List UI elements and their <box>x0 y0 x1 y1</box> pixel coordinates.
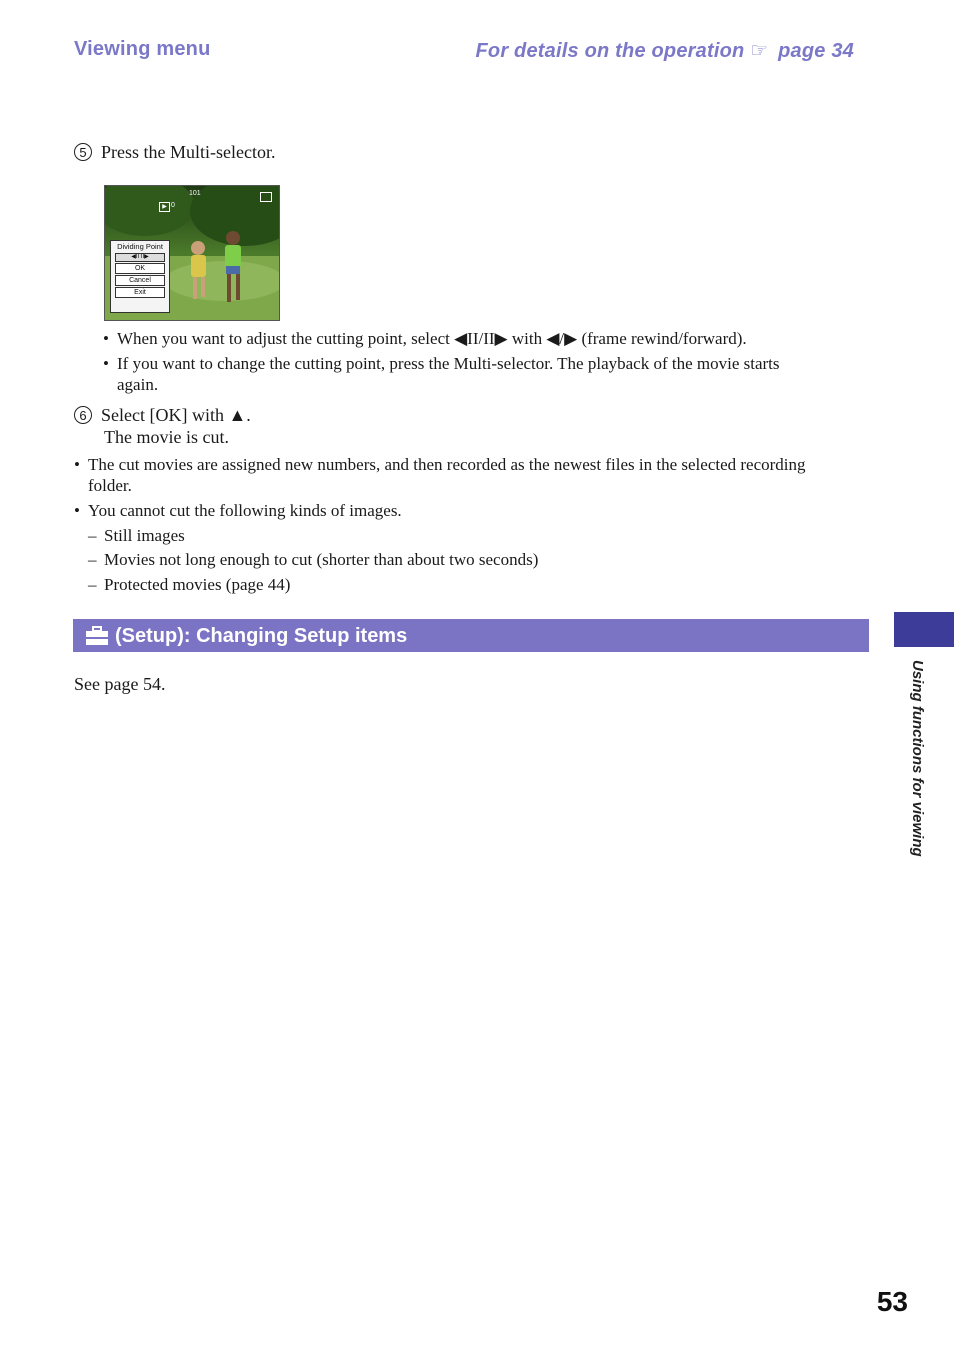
details-text: For details on the operation <box>475 40 745 62</box>
step-6-text: Select [OK] with ▲. <box>101 405 251 425</box>
step-number-circle: 6 <box>74 406 92 424</box>
note-new-numbers-continued: folder. <box>88 476 132 495</box>
ok-button[interactable]: OK <box>115 263 165 274</box>
chapter-tab-label: Using functions for viewing <box>909 660 926 857</box>
note-change-cut-point: • If you want to change the cutting point, press the Multi-selector. The playback of the movie starts <box>103 354 780 373</box>
frame-selector[interactable]: ◀II II▶ <box>115 253 165 262</box>
folder-number: 101 <box>189 190 201 197</box>
exit-button[interactable]: Exit <box>115 287 165 298</box>
note-adjust-cut-point: • When you want to adjust the cutting point, select ◀II/II▶ with ◀/▶ (frame rewind/forward). <box>103 329 747 348</box>
cannot-cut-item: – Still images <box>88 526 185 545</box>
running-header-reference <box>475 38 854 63</box>
menu-title: Dividing Point <box>117 242 163 251</box>
cannot-cut-item: – Protected movies (page 44) <box>88 575 291 594</box>
note-change-cut-point-continued: again. <box>117 375 159 394</box>
camera-screen-image <box>104 185 280 321</box>
cancel-button[interactable]: Cancel <box>115 275 165 286</box>
section-heading-title: (Setup): Changing Setup items <box>115 625 408 647</box>
step-6 <box>74 404 251 426</box>
play-icon: ▶ <box>159 202 170 212</box>
bullet-dot: • <box>74 501 80 520</box>
toolbox-icon <box>85 626 109 646</box>
dividing-point-menu <box>110 240 170 313</box>
note-new-numbers: • The cut movies are assigned new numbers, and then recorded as the newest files in the selected recording <box>74 455 806 474</box>
cannot-cut-item: – Movies not long enough to cut (shorter than about two seconds) <box>88 550 539 569</box>
see-page-reference: See page 54. <box>74 674 166 694</box>
note-cannot-cut: • You cannot cut the following kinds of images. <box>74 501 402 520</box>
page-number: 53 <box>876 1286 908 1317</box>
step-6-result: The movie is cut. <box>104 427 229 447</box>
running-header-section: Viewing menu <box>74 38 211 60</box>
step-5 <box>74 141 275 163</box>
child-right-head <box>226 231 240 245</box>
movie-icon <box>260 192 272 202</box>
child-left-head <box>191 241 205 255</box>
pointing-hand-icon: ☞ <box>750 40 769 62</box>
playback-counter: 0 <box>171 202 175 209</box>
bullet-dot: • <box>74 455 80 474</box>
step-number-circle: 5 <box>74 143 92 161</box>
details-page: page 34 <box>778 40 854 62</box>
step-5-text: Press the Multi-selector. <box>101 142 276 162</box>
bullet-dot: • <box>103 354 109 373</box>
bullet-dot: • <box>103 329 109 348</box>
chapter-tab <box>894 612 954 647</box>
